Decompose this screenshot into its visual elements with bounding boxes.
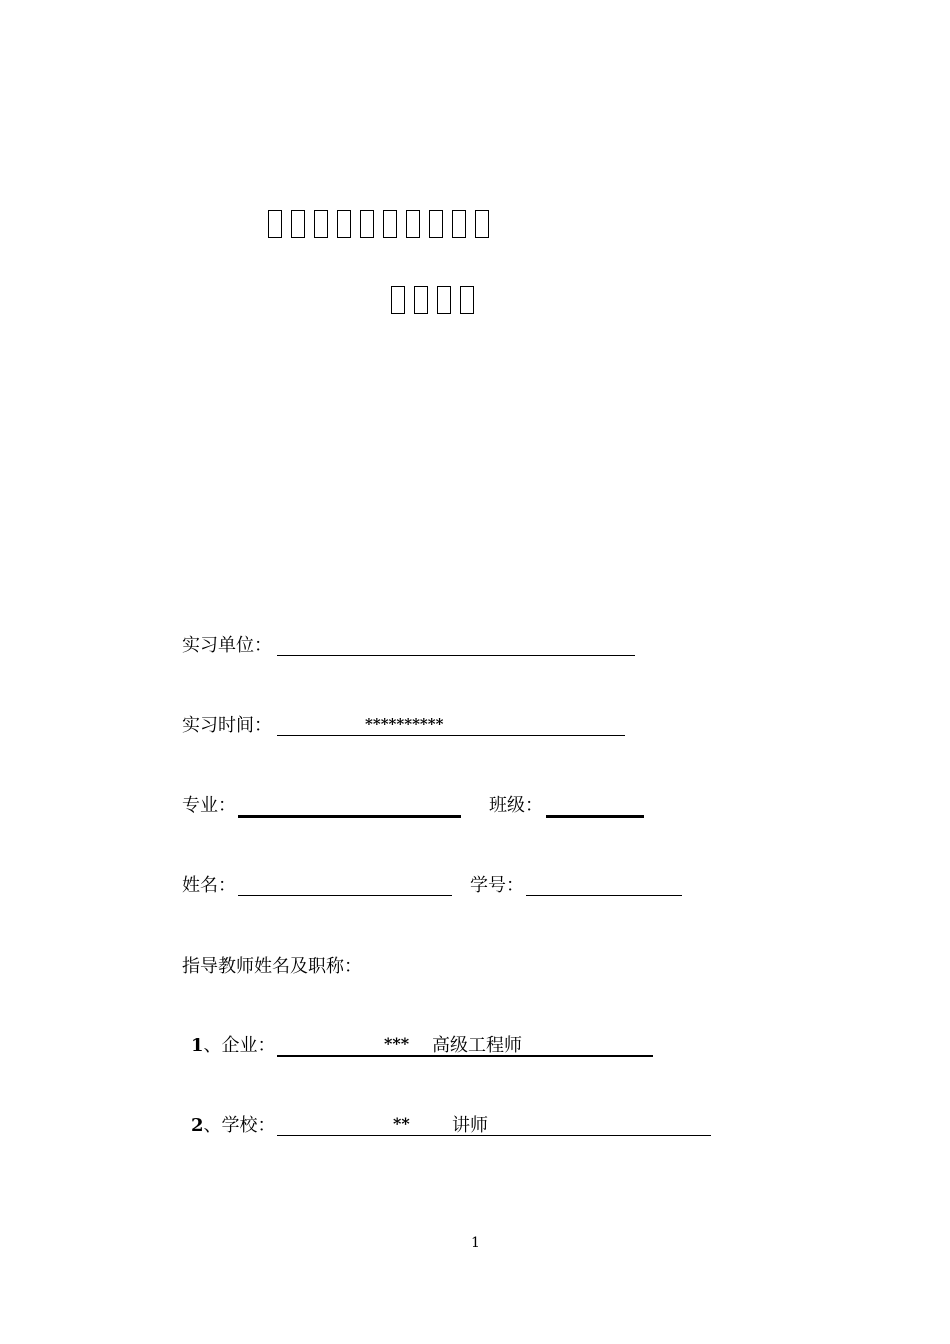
name-label: 姓名： bbox=[182, 875, 236, 896]
student-id-field[interactable] bbox=[526, 895, 682, 896]
title-glyph-box bbox=[291, 210, 305, 238]
enterprise-advisor-title: 高级工程师 bbox=[432, 1035, 522, 1056]
school-advisor-field[interactable] bbox=[277, 1135, 711, 1136]
title-glyph-box bbox=[406, 210, 420, 238]
cover-title-line-2 bbox=[391, 286, 479, 314]
enterprise-advisor-name: *** bbox=[384, 1034, 410, 1053]
title-glyph-box bbox=[414, 286, 428, 314]
school-number: 2 bbox=[191, 1115, 204, 1136]
title-glyph-box bbox=[429, 210, 443, 238]
title-glyph-box bbox=[391, 286, 405, 314]
title-glyph-box bbox=[383, 210, 397, 238]
major-label: 专业： bbox=[182, 795, 236, 816]
internship-unit-label: 实习单位： bbox=[182, 635, 272, 656]
internship-time-label: 实习时间： bbox=[182, 715, 272, 736]
class-field[interactable] bbox=[546, 815, 644, 818]
student-id-label: 学号： bbox=[470, 875, 524, 896]
internship-time-field[interactable] bbox=[277, 735, 625, 736]
page-number: 1 bbox=[471, 1235, 480, 1251]
cover-title-line-1 bbox=[268, 210, 494, 238]
school-label-text: 、学校： bbox=[203, 1115, 276, 1136]
school-advisor-name: ** bbox=[393, 1114, 410, 1133]
title-glyph-box bbox=[437, 286, 451, 314]
internship-time-value: ********** bbox=[365, 715, 444, 733]
enterprise-label-text: 、企业： bbox=[203, 1035, 276, 1056]
advisor-heading: 指导教师姓名及职称： bbox=[182, 956, 362, 977]
enterprise-number: 1 bbox=[191, 1035, 204, 1056]
school-advisor-label bbox=[191, 1114, 276, 1138]
school-advisor-title: 讲师 bbox=[452, 1115, 488, 1136]
title-glyph-box bbox=[475, 210, 489, 238]
title-glyph-box bbox=[337, 210, 351, 238]
title-glyph-box bbox=[314, 210, 328, 238]
major-field[interactable] bbox=[238, 815, 461, 818]
class-label: 班级： bbox=[489, 795, 543, 816]
title-glyph-box bbox=[460, 286, 474, 314]
title-glyph-box bbox=[360, 210, 374, 238]
name-field[interactable] bbox=[238, 895, 452, 896]
internship-unit-field[interactable] bbox=[277, 655, 635, 656]
title-glyph-box bbox=[268, 210, 282, 238]
title-glyph-box bbox=[452, 210, 466, 238]
enterprise-advisor-label bbox=[191, 1034, 276, 1058]
